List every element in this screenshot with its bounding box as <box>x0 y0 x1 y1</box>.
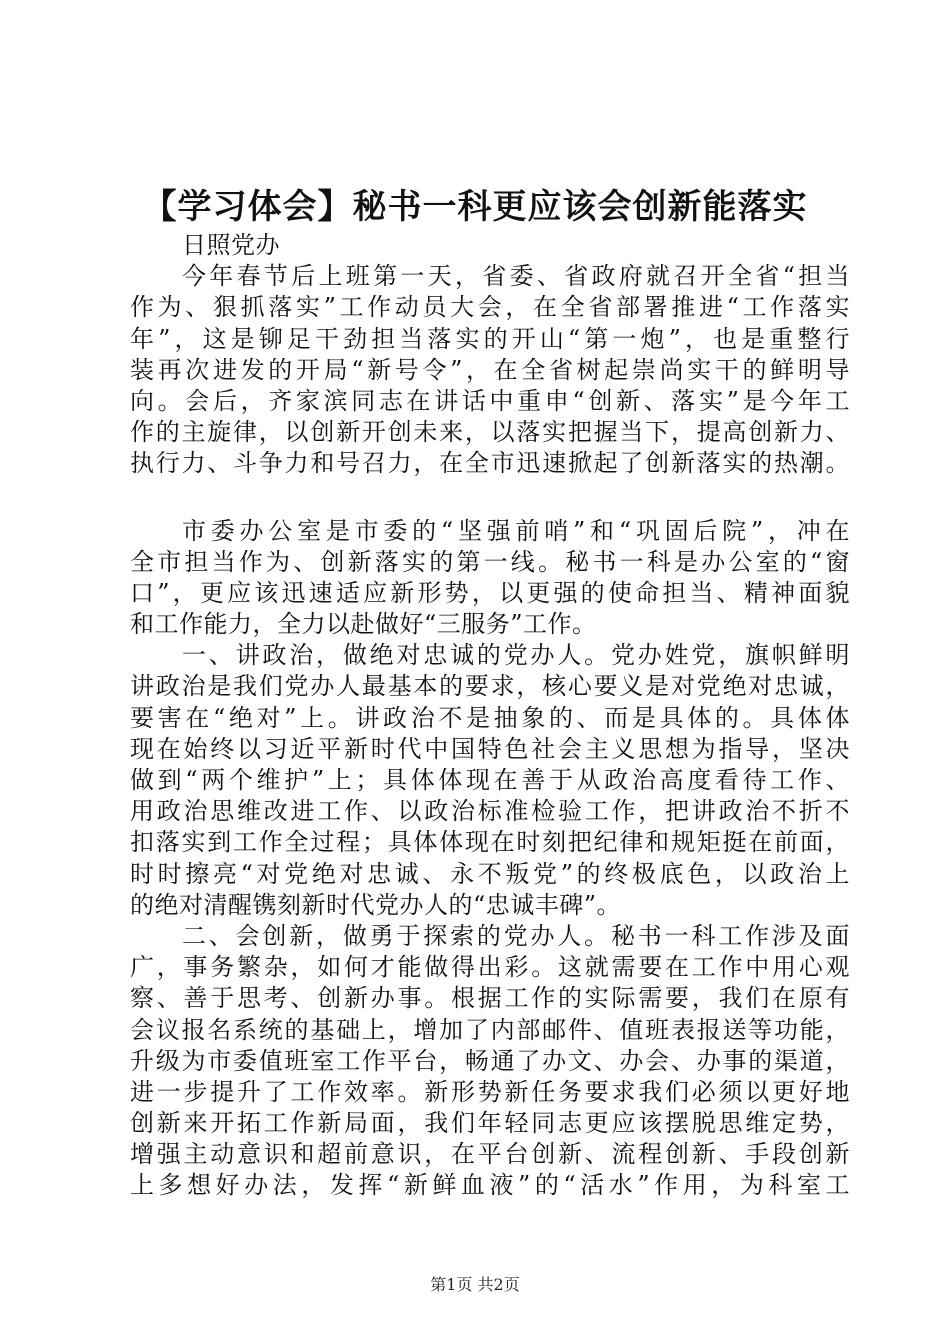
text-line: 会议报名系统的基础上，增加了内部邮件、值班表报送等功能， <box>130 1015 850 1044</box>
text-line: 一、讲政治，做绝对忠诚的党办人。党办姓党，旗帜鲜明 <box>182 641 850 670</box>
text-line: 市委办公室是市委的“坚强前哨”和“巩固后院”，冲在 <box>182 516 850 545</box>
text-line: 全市担当作为、创新落实的第一线。秘书一科是办公室的“窗 <box>130 547 850 576</box>
text-line: 向。会后，齐家滨同志在讲话中重申“创新、落实”是今年工 <box>130 386 850 415</box>
text-line: 的绝对清醒镌刻新时代党办人的“忠诚丰碑”。 <box>130 890 622 919</box>
text-line: 察、善于思考、创新办事。根据工作的实际需要，我们在原有 <box>130 984 850 1013</box>
text-line: 作为、狠抓落实”工作动员大会，在全省部署推进“工作落实 <box>130 293 850 322</box>
text-line: 创新来开拓工作新局面，我们年轻同志更应该摆脱思维定势， <box>130 1109 850 1138</box>
text-line: 和工作能力，全力以赴做好“三服务”工作。 <box>130 610 597 639</box>
paragraph <box>130 261 850 479</box>
text-line: 讲政治是我们党办人最基本的要求，核心要义是对党绝对忠诚， <box>130 672 850 701</box>
author-line: 日照党办 <box>182 231 280 259</box>
text-line: 进一步提升了工作效率。新形势新任务要求我们必须以更好地 <box>130 1077 850 1106</box>
text-line: 年”，这是铆足干劲担当落实的开山“第一炮”，也是重整行 <box>130 324 850 353</box>
paragraph-gap <box>130 480 850 516</box>
paragraph <box>130 921 850 1202</box>
text-line: 现在始终以习近平新时代中国特色社会主义思想为指导，坚决 <box>130 734 850 763</box>
text-line: 执行力、斗争力和号召力，在全市迅速掀起了创新落实的热潮。 <box>130 449 850 478</box>
text-line: 作的主旋律，以创新开创未来，以落实把握当下，提高创新力、 <box>130 418 850 447</box>
text-line: 时时擦亮“对党绝对忠诚、永不叛党”的终极底色，以政治上 <box>130 859 850 888</box>
text-line: 口”，更应该迅速适应新形势，以更强的使命担当、精神面貌 <box>130 578 850 607</box>
text-line: 增强主动意识和超前意识，在平台创新、流程创新、手段创新 <box>130 1140 850 1169</box>
text-line: 二、会创新，做勇于探索的党办人。秘书一科工作涉及面 <box>182 921 850 950</box>
paragraph <box>130 516 850 641</box>
text-line: 做到“两个维护”上；具体体现在善于从政治高度看待工作、 <box>130 766 850 794</box>
text-line: 广，事务繁杂，如何才能做得出彩。这就需要在工作中用心观 <box>130 953 850 982</box>
text-line: 要害在“绝对”上。讲政治不是抽象的、而是具体的。具体体 <box>130 703 850 732</box>
text-line: 扣落实到工作全过程；具体体现在时刻把纪律和规矩挺在前面， <box>130 828 850 857</box>
paragraph <box>130 640 850 921</box>
text-line: 装再次进发的开局“新号令”，在全省树起崇尚实干的鲜明导 <box>130 355 850 384</box>
text-line: 上多想好办法，发挥“新鲜血液”的“活水”作用，为科室工 <box>130 1171 850 1200</box>
text-line: 今年春节后上班第一天，省委、省政府就召开全省“担当 <box>182 262 850 291</box>
text-line: 用政治思维改进工作、以政治标准检验工作，把讲政治不折不 <box>130 797 850 826</box>
document-title: 【学习体会】秘书一科更应该会创新能落实 <box>142 187 808 227</box>
document-body <box>130 230 850 1202</box>
text-line: 升级为市委值班室工作平台，畅通了办文、办会、办事的渠道， <box>130 1046 850 1075</box>
page-number-footer: 第1页 共2页 <box>430 1275 520 1294</box>
